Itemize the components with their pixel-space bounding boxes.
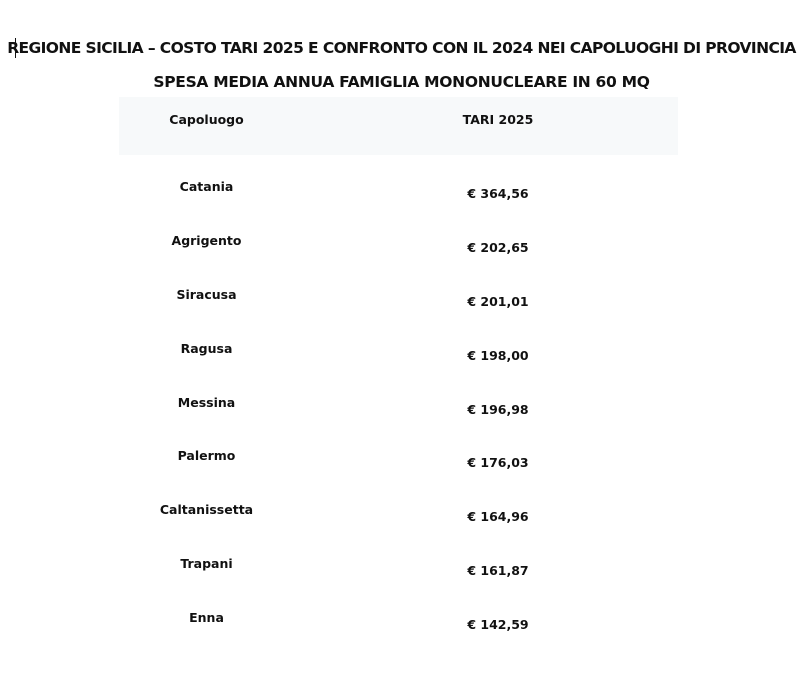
tari-value: € 176,03: [467, 455, 529, 471]
city-name: Siracusa: [176, 286, 237, 302]
table-row: [119, 483, 678, 537]
header-capoluogo: Capoluogo: [169, 112, 244, 127]
city-name: Trapani: [180, 556, 233, 572]
tari-value: € 198,00: [467, 347, 529, 363]
tari-value: € 196,98: [467, 401, 529, 417]
tari-table: [119, 97, 678, 645]
tari-value: € 142,59: [467, 617, 529, 633]
table-row: [119, 429, 678, 483]
header-tari-cell: [294, 97, 678, 127]
city-name: Catania: [179, 178, 234, 194]
table-row: [119, 322, 678, 376]
table-row: [119, 376, 678, 430]
city-name: Messina: [177, 394, 236, 410]
table-row: [119, 214, 678, 268]
document-title: REGIONE SICILIA – COSTO TARI 2025 E CONFRONTO CON IL 2024 NEI CAPOLUOGHI DI PROVINCIA: [7, 39, 796, 57]
header-tari-2025: TARI 2025: [462, 112, 534, 127]
tari-value: € 164,96: [467, 509, 529, 525]
city-name: Caltanissetta: [159, 502, 254, 518]
tari-value: € 161,87: [467, 563, 529, 579]
table-body: [119, 155, 678, 645]
tari-value: € 202,65: [467, 239, 529, 255]
table-row: [119, 268, 678, 322]
city-name: Ragusa: [180, 340, 233, 356]
document-subtitle: SPESA MEDIA ANNUA FAMIGLIA MONONUCLEARE IN 60 MQ: [153, 73, 650, 91]
tari-value: € 364,56: [467, 185, 529, 201]
tari-value: € 201,01: [467, 293, 529, 309]
city-name: Agrigento: [171, 232, 242, 248]
city-name: Palermo: [177, 448, 236, 464]
table-row: [119, 537, 678, 591]
city-name: Enna: [189, 610, 224, 626]
table-row: [119, 591, 678, 645]
table-row: [119, 160, 678, 214]
table-header-row: [119, 97, 678, 155]
